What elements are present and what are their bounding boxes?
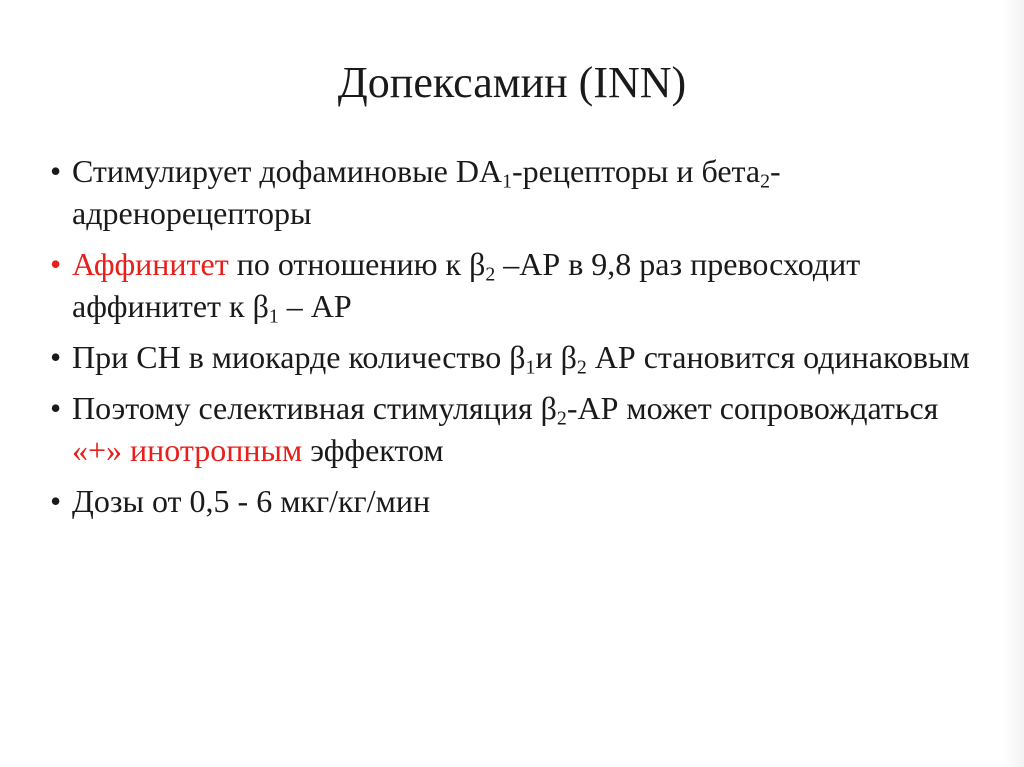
bullet-text: -АР может сопровождаться	[566, 390, 939, 426]
bullet-item-inotropic	[50, 387, 990, 471]
subscript: 2	[576, 356, 587, 379]
bullet-text: и β	[535, 339, 577, 375]
bullet-dot-icon: •	[50, 483, 62, 519]
bullet-dot-icon: •	[50, 246, 62, 282]
subscript: 2	[485, 263, 496, 286]
bullet-text: При СН в миокарде количество β	[72, 339, 526, 375]
bullet-text: – АР	[278, 288, 352, 324]
bullet-item-receptors	[50, 150, 990, 234]
bullet-text: -адренорецепторы	[72, 153, 781, 231]
subscript: 1	[525, 356, 536, 379]
bullet-item-heart-failure	[50, 336, 990, 378]
bullet-dot-icon: •	[50, 339, 62, 375]
bullet-text: –АР в 9,8 раз превосходит аффинитет к β	[72, 246, 861, 324]
bullet-dot-icon: •	[50, 390, 62, 426]
subscript: 2	[556, 407, 567, 430]
bullet-text: Поэтому селективная стимуляция β	[72, 390, 557, 426]
subscript: 1	[268, 305, 279, 328]
bullet-text: Дозы от 0,5 - 6 мкг/кг/мин	[72, 483, 431, 519]
bullet-text: эффектом	[302, 432, 444, 468]
highlight-text: Аффинитет	[72, 246, 229, 282]
bullet-list	[50, 150, 990, 531]
highlight-text: «+» инотропным	[72, 432, 303, 468]
bullet-text: АР становится одинаковым	[586, 339, 970, 375]
bullet-text: Стимулирует дофаминовые DA	[72, 153, 503, 189]
bullet-dot-icon: •	[50, 153, 62, 189]
subscript: 2	[760, 170, 771, 193]
subscript: 1	[502, 170, 512, 193]
bullet-item-dosage	[50, 480, 990, 522]
slide-title: Допексамин (INN)	[337, 58, 687, 107]
bullet-text: -рецепторы и бета	[511, 153, 761, 189]
bullet-text: по отношению к β	[228, 246, 486, 282]
bullet-item-affinity	[50, 243, 990, 327]
